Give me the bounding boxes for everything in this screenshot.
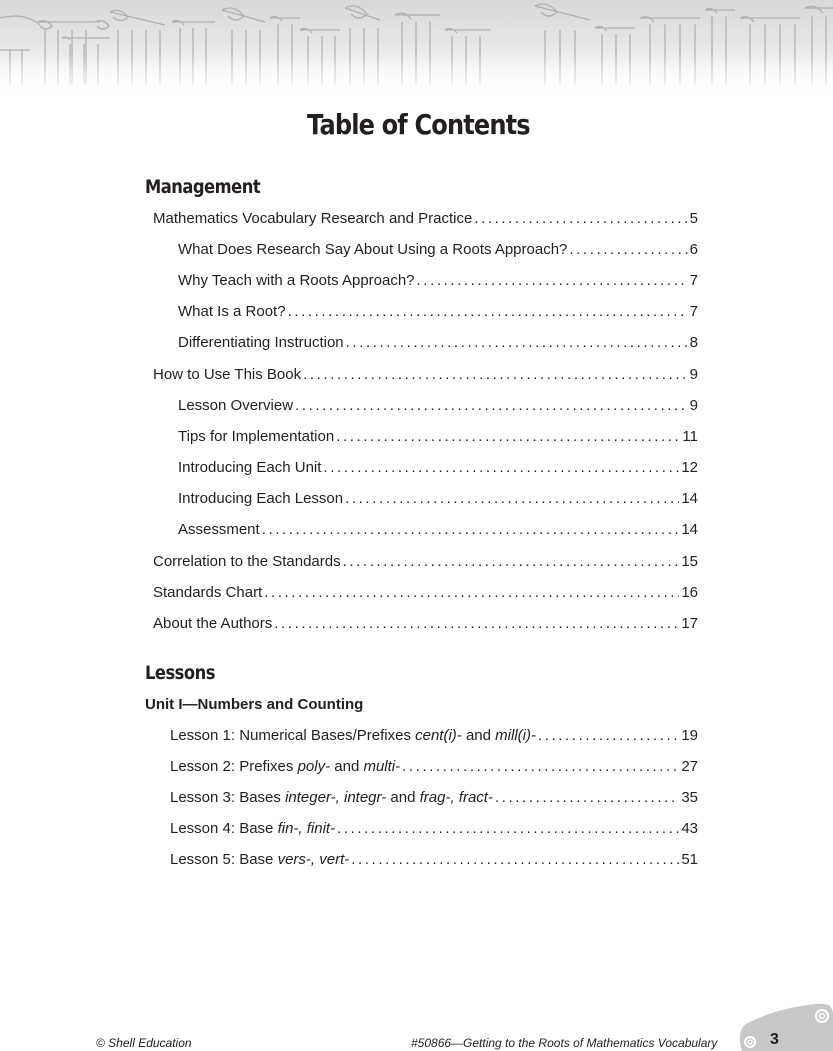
label-text: Lesson 2: Prefixes: [170, 758, 298, 775]
toc-entry-page: 14: [681, 490, 698, 507]
toc-entry-label: Standards Chart: [153, 584, 263, 601]
toc-entry-label: Assessment: [178, 521, 260, 538]
toc-entry-page: 12: [681, 459, 698, 476]
toc-entry-label: Tips for Implementation: [178, 428, 335, 445]
label-text: and: [461, 727, 496, 744]
toc-entry-label: Introducing Each Lesson: [178, 490, 344, 507]
dot-leader: [295, 396, 688, 416]
toc-entry[interactable]: [153, 365, 698, 385]
toc-entry[interactable]: [178, 489, 698, 509]
dot-leader: [264, 583, 679, 603]
toc-entry[interactable]: [178, 427, 698, 447]
toc-entry[interactable]: [178, 271, 698, 291]
toc-entry-label: Mathematics Vocabulary Research and Practice: [153, 210, 473, 227]
toc-entry[interactable]: [178, 333, 698, 353]
toc-entry[interactable]: [153, 552, 698, 572]
toc-entry-label: [170, 757, 400, 777]
ionic-columns-banner: [0, 0, 833, 95]
dot-leader: [343, 552, 680, 572]
toc-entry-lesson-1[interactable]: [170, 726, 698, 746]
toc-entry-lesson-4[interactable]: [170, 819, 698, 839]
toc-entry-label: How to Use This Book: [153, 366, 302, 383]
label-text: and: [330, 758, 364, 775]
dot-leader: [346, 333, 688, 353]
toc-entry[interactable]: [178, 396, 698, 416]
toc-entry-page: 17: [681, 615, 698, 632]
footer-book-title: #50866—Getting to the Roots of Mathematics Vocabulary: [411, 1036, 718, 1050]
unit-heading: Unit I—Numbers and Counting: [145, 696, 364, 713]
toc-entry-page: 16: [681, 584, 698, 601]
dot-leader: [495, 788, 679, 808]
label-text: Lesson 1: Numerical Bases/Prefixes: [170, 727, 416, 744]
toc-entry[interactable]: [178, 240, 698, 260]
label-text: Lesson 4: Base: [170, 820, 278, 837]
toc-entry-label: [170, 726, 536, 746]
toc-entry-label: What Does Research Say About Using a Roots Approach?: [178, 241, 568, 258]
toc-entry-lesson-2[interactable]: [170, 757, 698, 777]
dot-leader: [345, 489, 679, 509]
toc-entry[interactable]: [178, 458, 698, 478]
toc-entry-label: [170, 788, 493, 808]
scroll-page-tab-icon: [736, 1002, 833, 1051]
toc-entry-page: 5: [689, 210, 698, 227]
toc-entry-label: About the Authors: [153, 615, 273, 632]
toc-entry-page: 6: [689, 241, 698, 258]
page-title: Table of Contents: [307, 108, 530, 141]
toc-entry-page: 51: [681, 851, 698, 868]
root-term: poly-: [297, 758, 331, 775]
dot-leader: [274, 614, 679, 634]
toc-entry-page: 9: [689, 397, 698, 414]
toc-entry-label: Lesson Overview: [178, 397, 294, 414]
footer-copyright: © Shell Education: [96, 1036, 192, 1050]
label-text: Lesson 5: Base: [170, 851, 278, 868]
dot-leader: [337, 819, 679, 839]
toc-entry[interactable]: [178, 302, 698, 322]
toc-entry-label: Correlation to the Standards: [153, 553, 341, 570]
toc-entry-label: What Is a Root?: [178, 303, 286, 320]
section-heading-lessons: Lessons: [145, 662, 215, 684]
toc-entry[interactable]: [178, 520, 698, 540]
toc-entry-page: 35: [681, 789, 698, 806]
dot-leader: [303, 365, 688, 385]
toc-entry-label: Why Teach with a Roots Approach?: [178, 272, 415, 289]
dot-leader: [402, 757, 679, 777]
toc-entry-page: 43: [681, 820, 698, 837]
toc-entry-label: [170, 819, 335, 839]
dot-leader: [474, 209, 687, 229]
page-number: 3: [770, 1031, 779, 1048]
toc-entry[interactable]: [153, 583, 698, 603]
root-term: mill(i)-: [495, 727, 536, 744]
dot-leader: [336, 427, 680, 447]
dot-leader: [262, 520, 680, 540]
root-term: integer-, integr-: [285, 789, 387, 806]
dot-leader: [351, 850, 679, 870]
dot-leader: [569, 240, 687, 260]
toc-entry-label: [170, 850, 349, 870]
toc-entry-lesson-3[interactable]: [170, 788, 698, 808]
root-term: vers-, vert-: [277, 851, 350, 868]
columns-illustration-icon: [0, 0, 833, 95]
root-term: cent(i)-: [415, 727, 462, 744]
root-term: fin-, finit-: [277, 820, 336, 837]
toc-entry[interactable]: [153, 209, 698, 229]
dot-leader: [417, 271, 688, 291]
toc-entry-label: Introducing Each Unit: [178, 459, 322, 476]
toc-entry-page: 27: [681, 758, 698, 775]
toc-entry-label: Differentiating Instruction: [178, 334, 344, 351]
label-text: Lesson 3: Bases: [170, 789, 286, 806]
dot-leader: [288, 302, 688, 322]
root-term: frag-, fract-: [419, 789, 493, 806]
toc-entry-page: 7: [689, 303, 698, 320]
toc-entry-lesson-5[interactable]: [170, 850, 698, 870]
toc-entry[interactable]: [153, 614, 698, 634]
dot-leader: [538, 726, 679, 746]
dot-leader: [323, 458, 679, 478]
toc-entry-page: 9: [689, 366, 698, 383]
toc-entry-page: 8: [689, 334, 698, 351]
toc-entry-page: 15: [681, 553, 698, 570]
root-term: multi-: [363, 758, 401, 775]
label-text: and: [386, 789, 420, 806]
toc-entry-page: 19: [681, 727, 698, 744]
section-heading-management: Management: [145, 176, 261, 198]
toc-entry-page: 11: [682, 428, 698, 445]
toc-entry-page: 7: [689, 272, 698, 289]
toc-entry-page: 14: [681, 521, 698, 538]
